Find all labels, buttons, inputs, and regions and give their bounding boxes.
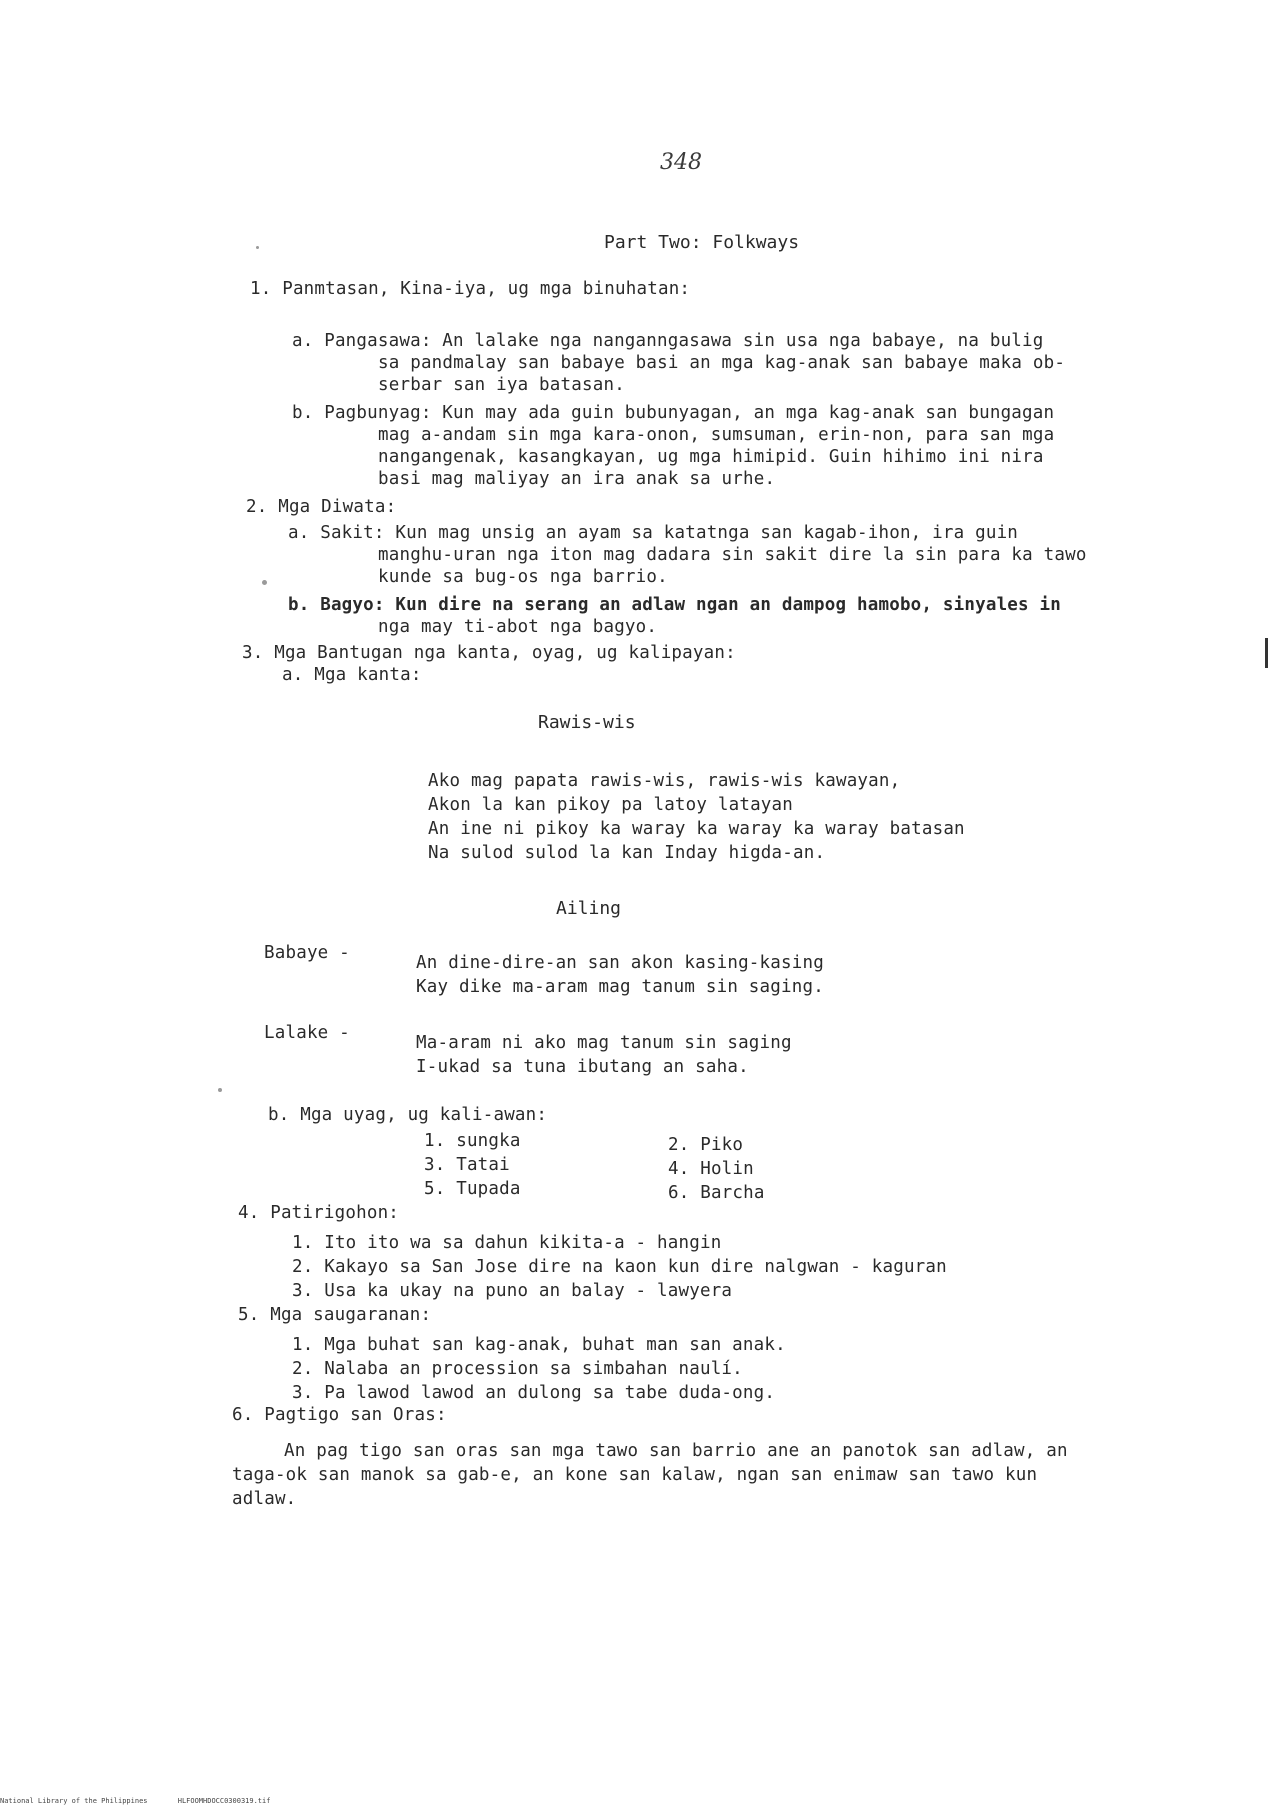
lyric-line: I-ukad sa tuna ibutang an saha.: [416, 1057, 749, 1077]
lyric-line: Ma-aram ni ako mag tanum sin saging: [416, 1033, 792, 1053]
list-item: 2. Nalaba an procession sa simbahan naulí.: [292, 1359, 743, 1379]
song-title: Rawis-wis: [538, 712, 636, 733]
lyric-line: An ine ni pikoy ka waray ka waray ka waray batasan: [428, 819, 965, 839]
list-item: 2. Piko: [668, 1135, 744, 1155]
body-line: b. Pagbunyag: Kun may ada guin bubunyagan, an mga kag-anak san bungagan: [292, 403, 1055, 423]
section-5-heading: 5. Mga saugaranan:: [238, 1305, 432, 1325]
list-item: 2. Kakayo sa San Jose dire na kaon kun dire nalgwan - kaguran: [292, 1257, 947, 1277]
scan-speck: [262, 580, 267, 585]
list-item: 1. sungka: [424, 1131, 521, 1151]
list-item: 3. Usa ka ukay na puno an balay - lawyera: [292, 1281, 733, 1301]
section-6-heading: 6. Pagtigo san Oras:: [232, 1405, 447, 1425]
scan-speck: [218, 1088, 222, 1092]
body-line: nga may ti-abot nga bagyo.: [378, 617, 658, 637]
scan-edge-mark: [1265, 638, 1268, 668]
body-line: serbar san iya batasan.: [378, 375, 625, 395]
body-line: An pag tigo san oras san mga tawo san barrio ane an panotok san adlaw, an: [284, 1441, 1068, 1461]
page-title: Part Two: Folkways: [604, 232, 800, 253]
section-4-heading: 4. Patirigohon:: [238, 1203, 400, 1223]
body-line: nangangenak, kasangkayan, ug mga himipid. Guin hihimo ini nira: [378, 447, 1044, 467]
subsection-heading: a. Mga kanta:: [282, 665, 422, 685]
lyric-line: Akon la kan pikoy pa latoy latayan: [428, 795, 794, 815]
lyric-line: Na sulod sulod la kan Inday higda-an.: [428, 843, 826, 863]
body-line: taga-ok san manok sa gab-e, an kone san kalaw, ngan san enimaw san tawo kun: [232, 1465, 1038, 1485]
lyric-line: An dine-dire-an san akon kasing-kasing: [416, 953, 824, 973]
list-item: 4. Holin: [668, 1159, 754, 1179]
scan-speck: [256, 246, 259, 249]
speaker-label: Lalake -: [264, 1023, 350, 1043]
speaker-label: Babaye -: [264, 943, 350, 963]
page-number: 348: [660, 150, 702, 175]
list-item: 3. Tatai: [424, 1155, 510, 1175]
list-item: 3. Pa lawod lawod an dulong sa tabe duda-ong.: [292, 1383, 776, 1403]
footer-file-id: HLFOOMHDOCC0300319.tif: [177, 1797, 271, 1805]
scan-footer: [0, 1797, 296, 1806]
list-item: 5. Tupada: [424, 1179, 521, 1199]
section-3-heading: 3. Mga Bantugan nga kanta, oyag, ug kalipayan:: [242, 643, 736, 663]
games-heading: b. Mga uyag, ug kali-awan:: [268, 1105, 548, 1125]
body-line: mag a-andam sin mga kara-onon, sumsuman, erin-non, para san mga: [378, 425, 1055, 445]
lyric-line: Ako mag papata rawis-wis, rawis-wis kawayan,: [428, 771, 901, 791]
list-item: 1. Mga buhat san kag-anak, buhat man san anak.: [292, 1335, 786, 1355]
body-line: a. Pangasawa: An lalake nga nanganngasawa sin usa nga babaye, na bulig: [292, 331, 1044, 351]
list-item: 6. Barcha: [668, 1183, 765, 1203]
section-1-heading: 1. Panmtasan, Kina-iya, ug mga binuhatan:: [250, 279, 691, 299]
body-line: sa pandmalay san babaye basi an mga kag-anak san babaye maka ob-: [378, 353, 1066, 373]
body-line: adlaw.: [232, 1489, 297, 1509]
list-item: 1. Ito ito wa sa dahun kikita-a - hangin: [292, 1233, 722, 1253]
body-line: manghu-uran nga iton mag dadara sin sakit dire la sin para ka tawo: [378, 545, 1087, 565]
body-line: basi mag maliyay an ira anak sa urhe.: [378, 469, 776, 489]
footer-library: National Library of the Philippines: [0, 1797, 148, 1805]
song-title: Ailing: [556, 898, 622, 919]
lyric-line: Kay dike ma-aram mag tanum sin saging.: [416, 977, 824, 997]
body-line: a. Sakit: Kun mag unsig an ayam sa katatnga san kagab-ihon, ira guin: [288, 523, 1019, 543]
body-line: kunde sa bug-os nga barrio.: [378, 567, 668, 587]
body-line: b. Bagyo: Kun dire na serang an adlaw ngan an dampog hamobo, sinyales in: [288, 595, 1061, 615]
section-2-heading: 2. Mga Diwata:: [246, 497, 397, 517]
